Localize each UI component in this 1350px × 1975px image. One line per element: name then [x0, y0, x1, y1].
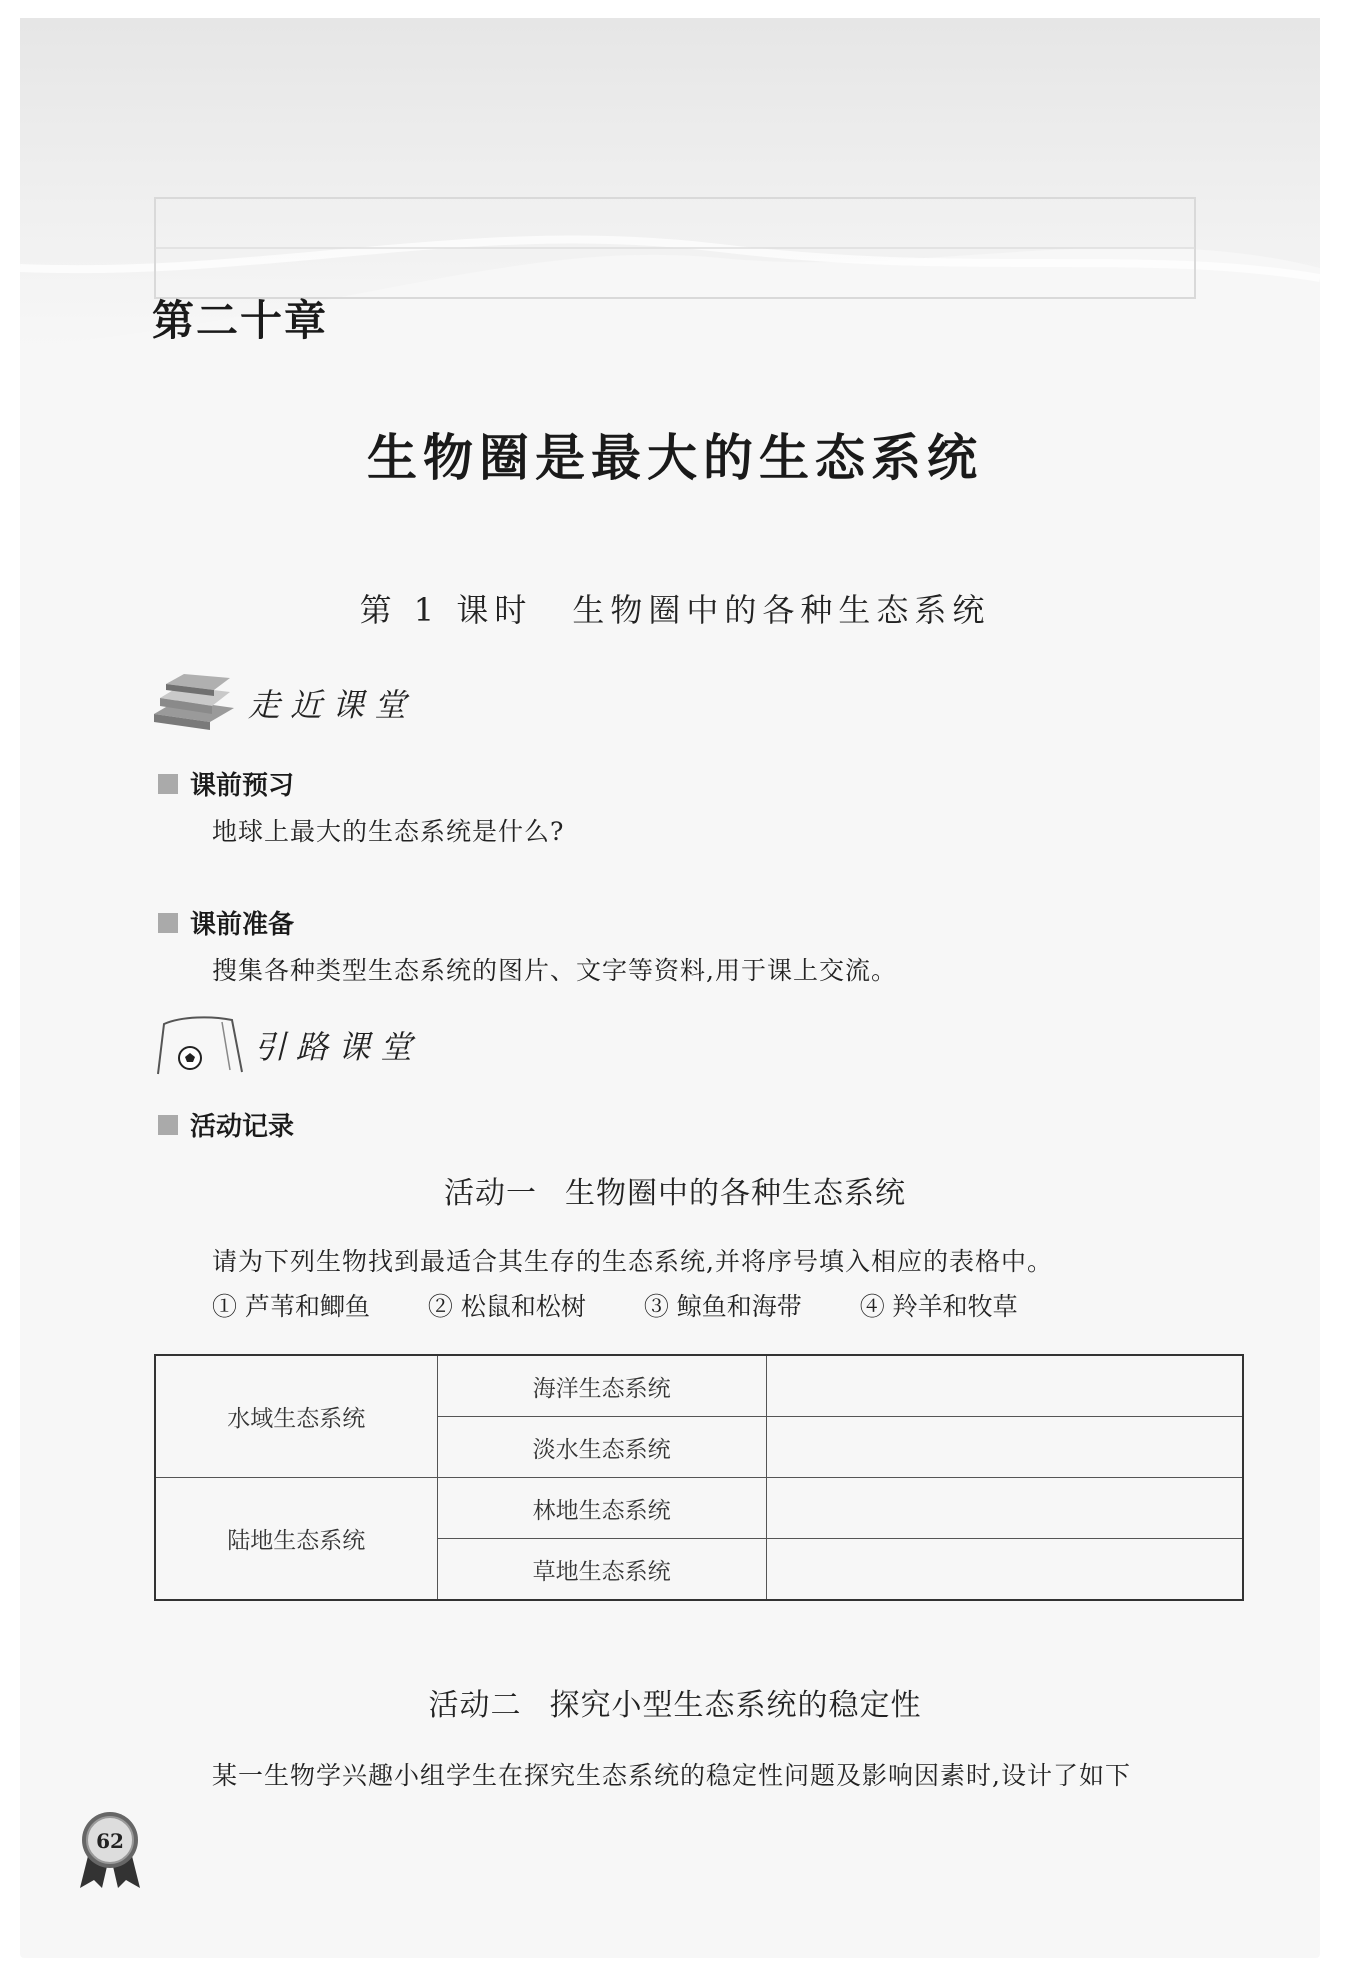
table-row — [155, 1478, 1243, 1539]
ecosystem-cell: 淡水生态系统 — [437, 1417, 766, 1478]
ecosystem-table — [154, 1354, 1244, 1601]
section-label-guided: 引路课堂 — [254, 1028, 423, 1066]
record-heading — [158, 1106, 294, 1143]
activity1-title — [0, 1168, 1350, 1212]
chapter-label: 第二十章 — [152, 296, 329, 345]
activity2-label: 活动二 — [428, 1688, 522, 1723]
group-cell: 水域生态系统 — [155, 1355, 437, 1478]
preview-heading — [158, 765, 294, 802]
activity2-text: 某一生物学兴趣小组学生在探究生态系统的稳定性问题及影响因素时,设计了如下 — [212, 1761, 1131, 1790]
ecosystem-cell: 林地生态系统 — [437, 1478, 766, 1539]
preview-question: 地球上最大的生态系统是什么? — [212, 817, 565, 846]
group-cell: 陆地生态系统 — [155, 1478, 437, 1601]
page-title: 生物圈是最大的生态系统 — [367, 428, 983, 487]
ecosystem-cell: 海洋生态系统 — [437, 1355, 766, 1417]
answer-cell[interactable] — [766, 1355, 1243, 1417]
page-number: 62 — [96, 1829, 124, 1853]
option-item: ④ 羚羊和牧草 — [859, 1292, 1018, 1321]
section-heading-classroom — [150, 672, 416, 734]
prepare-heading-text: 课前准备 — [190, 910, 295, 940]
square-bullet-icon — [158, 913, 178, 933]
lesson-title — [0, 585, 1350, 631]
soccer-goal-icon — [152, 1012, 244, 1078]
lesson-name: 生物圈中的各种生态系统 — [572, 591, 991, 629]
answer-cell[interactable] — [766, 1417, 1243, 1478]
activity1-label: 活动一 — [444, 1176, 537, 1211]
lesson-number: 第 1 课时 — [359, 591, 533, 629]
section-label-classroom: 走近课堂 — [248, 686, 417, 724]
preview-heading-text: 课前预习 — [190, 771, 295, 801]
answer-cell[interactable] — [766, 1478, 1243, 1539]
books-icon — [150, 672, 238, 734]
section-heading-guided — [152, 1012, 422, 1078]
page-number-badge — [78, 1810, 142, 1890]
activity2-name: 探究小型生态系统的稳定性 — [549, 1688, 922, 1723]
square-bullet-icon — [158, 774, 178, 794]
activity1-name: 生物圈中的各种生态系统 — [565, 1176, 906, 1211]
option-item: ③ 鲸鱼和海带 — [643, 1292, 802, 1321]
ecosystem-cell: 草地生态系统 — [437, 1539, 766, 1601]
record-heading-text: 活动记录 — [190, 1112, 295, 1142]
table-row — [155, 1355, 1243, 1417]
answer-cell[interactable] — [766, 1539, 1243, 1601]
square-bullet-icon — [158, 1115, 178, 1135]
prepare-text: 搜集各种类型生态系统的图片、文字等资料,用于课上交流。 — [212, 956, 897, 985]
activity2-title — [0, 1680, 1350, 1724]
organism-options — [212, 1287, 1068, 1323]
activity1-instruction: 请为下列生物找到最适合其生存的生态系统,并将序号填入相应的表格中。 — [212, 1247, 1053, 1276]
option-item: ② 松鼠和松树 — [427, 1292, 586, 1321]
prepare-heading — [158, 904, 294, 941]
option-item: ① 芦苇和鲫鱼 — [212, 1292, 370, 1321]
